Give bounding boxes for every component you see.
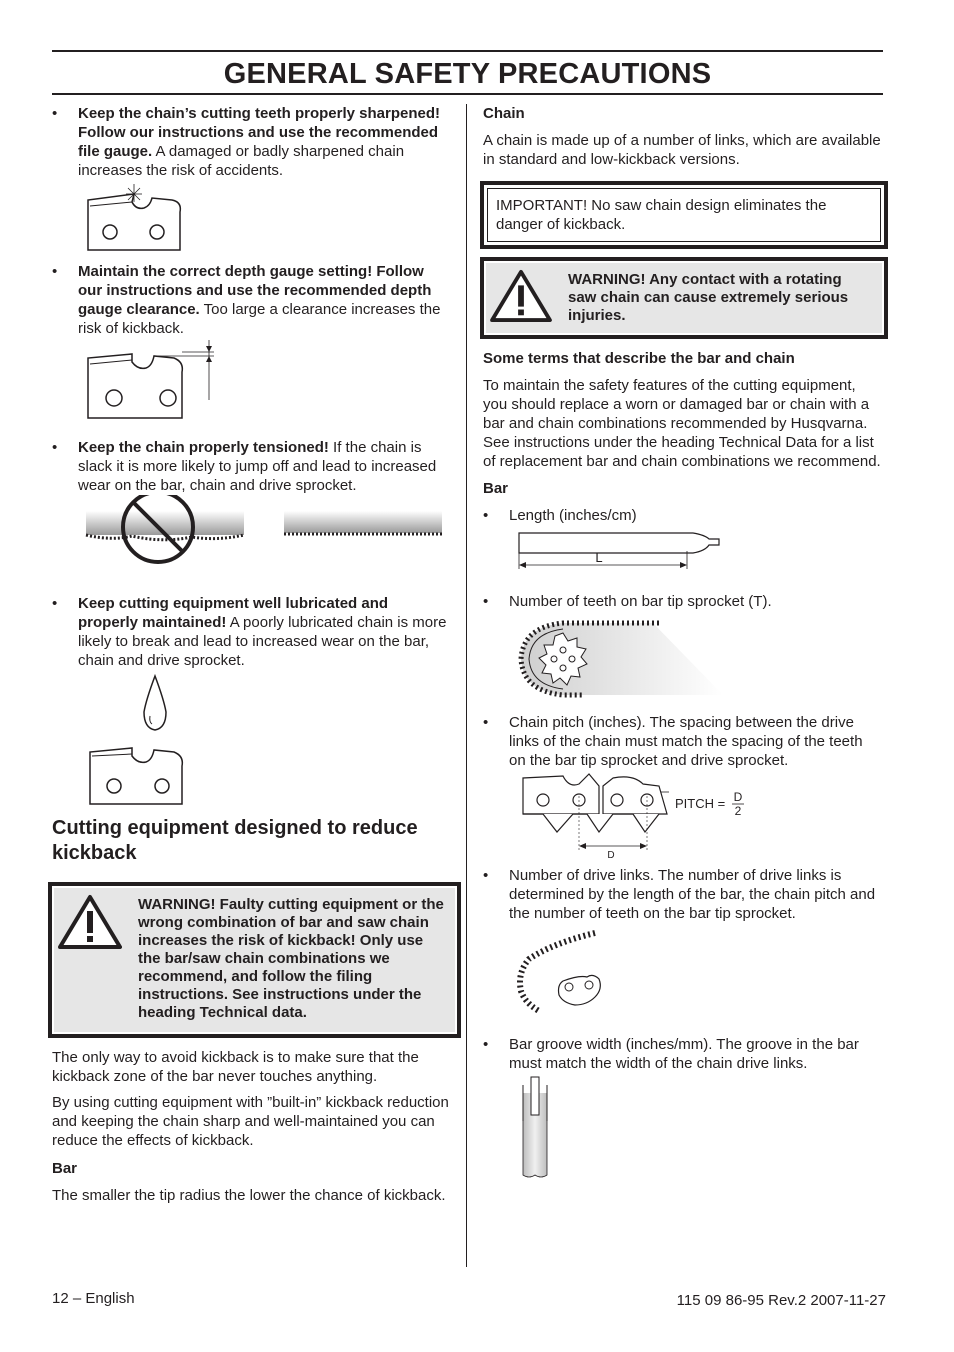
- pitch-formula-numerator: D: [733, 790, 743, 804]
- column-divider: [466, 104, 467, 1267]
- bullet-sharpen-bold: Keep the chain’s cutting teeth properly sharpened! Follow our instructions and use the recommended file gauge.: [78, 105, 441, 160]
- bullet-dot: [483, 592, 488, 611]
- bullet-drive-links-text: Number of drive links. The number of drive links is determined by the length of the bar, the chain pitch and the number of teeth on the bar tip sprocket.: [509, 867, 876, 922]
- bullet-dot: [52, 594, 57, 613]
- bullet-dot: [483, 1035, 488, 1054]
- bullet-dot: [483, 866, 488, 885]
- bullet-groove-width-text: Bar groove width (inches/mm). The groove in the bar must match the width of the chain drive links.: [509, 1036, 859, 1072]
- bullet-depth-bold: Maintain the correct depth gauge setting! Follow our instructions and use the recommended depth gauge clearance.: [78, 263, 432, 318]
- header-rule-bottom: [52, 93, 883, 95]
- depth-gauge-illustration: [52, 338, 452, 436]
- bullet-dot: [483, 713, 488, 732]
- bullet-tension-bold: Keep the chain properly tensioned!: [78, 439, 329, 456]
- important-box: [480, 181, 888, 249]
- subheading-bar-right: Bar: [483, 480, 509, 497]
- bar-tip-sprocket-illustration: [483, 611, 883, 709]
- bullet-chain-pitch: [483, 713, 883, 770]
- right-column: [483, 104, 883, 1187]
- bullet-tension: [52, 438, 452, 495]
- bullet-sharpen-text: A damaged or badly sharpened chain increases the risk of accidents.: [78, 143, 405, 179]
- length-label: L: [595, 550, 603, 565]
- bullet-dot: [483, 506, 488, 525]
- lubrication-illustration: [52, 670, 452, 810]
- bullet-length: [483, 506, 883, 525]
- chain-pitch-illustration: [483, 770, 883, 862]
- bar-length-illustration: [483, 525, 883, 591]
- bullet-lubricate-bold: Keep cutting equipment well lubricated and properly maintained!: [78, 595, 389, 631]
- bullet-tip-sprocket: [483, 592, 883, 611]
- bullet-dot: [52, 438, 57, 457]
- subheading-bar-left: Bar: [52, 1160, 78, 1177]
- bullet-tip-sprocket-text: Number of teeth on bar tip sprocket (T).: [509, 593, 772, 610]
- bullet-chain-pitch-text: Chain pitch (inches). The spacing between the drive links of the chain must match the spacing of the teeth on the bar tip sprocket and drive sprocket.: [509, 714, 863, 769]
- subheading-terms: Some terms that describe the bar and chain: [483, 350, 795, 367]
- header-rule-top: [52, 50, 883, 52]
- paragraph-tip-radius: The smaller the tip radius the lower the chance of kickback.: [52, 1187, 446, 1204]
- bullet-drive-links: [483, 866, 883, 923]
- bullet-dot: [52, 262, 57, 281]
- chain-tension-illustration: [52, 495, 452, 593]
- bullet-depth-text: Too large a clearance increases the risk of kickback.: [78, 301, 441, 337]
- page-title: GENERAL SAFETY PRECAUTIONS: [223, 58, 712, 90]
- bullet-lubricate: [52, 594, 452, 670]
- footer-page-number: 12 – English: [52, 1290, 135, 1307]
- bullet-tension-text: If the chain is slack it is more likely to jump off and lead to increased wear on the bar, chain and drive sprocket.: [78, 439, 437, 494]
- important-text: IMPORTANT! No saw chain design eliminates the danger of kickback.: [484, 185, 884, 245]
- paragraph-avoid-kickback: The only way to avoid kickback is to make sure that the kickback zone of the bar never touches anything.: [52, 1049, 419, 1085]
- paragraph-chain: A chain is made up of a number of links, which are available in standard and low-kickback versions.: [483, 132, 881, 168]
- bullet-length-text: Length (inches/cm): [509, 507, 637, 524]
- subheading-chain: Chain: [483, 105, 525, 122]
- bar-groove-illustration: [483, 1073, 883, 1187]
- pitch-formula-label: PITCH =: [675, 796, 726, 811]
- footer-doc-id: 115 09 86-95 Rev.2 2007-11-27: [676, 1292, 886, 1309]
- warning-box-inner: [484, 261, 884, 335]
- bullet-sharpen: [52, 104, 452, 180]
- left-column: [52, 104, 452, 1205]
- warning-box-inner: [52, 886, 457, 1034]
- pitch-d-label: D: [607, 850, 615, 861]
- bullet-dot: [52, 104, 57, 123]
- bullet-groove-width: [483, 1035, 883, 1073]
- warning-triangle-icon: [58, 894, 122, 950]
- warning-text-rotating-chain: WARNING! Any contact with a rotating saw chain can cause extremely serious injuries.: [568, 271, 849, 324]
- section-heading-kickback: Cutting equipment designed to reduce kickback: [52, 817, 418, 864]
- bullet-lubricate-text: A poorly lubricated chain is more likely to break and lead to increased wear on the bar, chain and drive sprocket.: [78, 614, 447, 669]
- paragraph-built-in-reduction: By using cutting equipment with ”built-in” kickback reduction and keeping the chain sharp and well-maintained you can reduce the effects of kickback.: [52, 1094, 449, 1149]
- bullet-depth-gauge: [52, 262, 452, 338]
- drive-links-illustration: [483, 923, 883, 1033]
- warning-triangle-icon: [490, 269, 552, 323]
- cutter-sharp-illustration: [52, 180, 452, 260]
- warning-box-rotating-chain: [480, 257, 888, 339]
- warning-box-faulty-equipment: [48, 882, 461, 1038]
- paragraph-terms: To maintain the safety features of the cutting equipment, you should replace a worn or damaged bar or chain with a bar and chain combinations recommended by Husqvarna. See instructions under the heading Technical Data for a list of replacement bar and chain combinations we recommend.: [483, 377, 881, 470]
- pitch-formula-denominator: 2: [734, 804, 742, 818]
- warning-text-faulty-equipment: WARNING! Faulty cutting equipment or the wrong combination of bar and saw chain increases the risk of kickback! Only use the bar/saw chain combinations we recommend, and follow the filing instructions. See instructions under the heading Technical data.: [138, 896, 444, 1021]
